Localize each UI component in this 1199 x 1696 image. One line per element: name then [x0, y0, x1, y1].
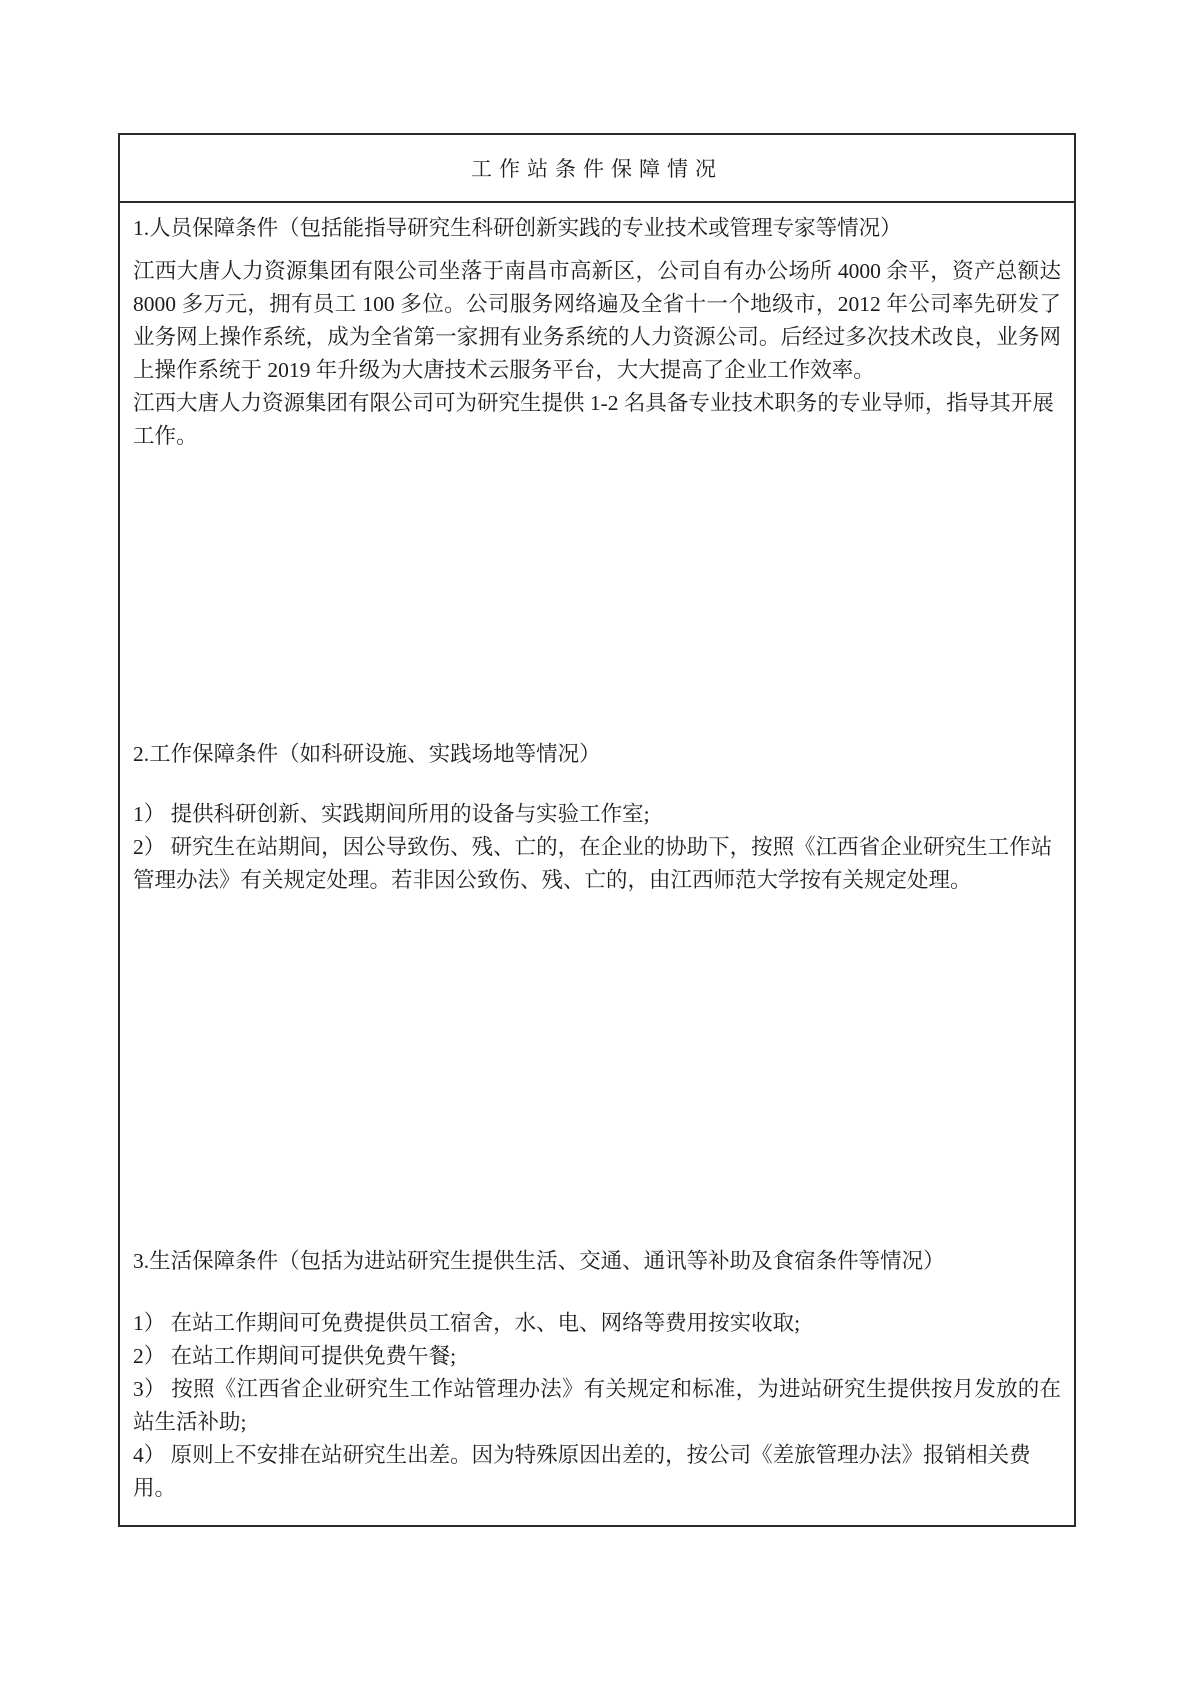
section-3-item: 4） 原则上不安排在站研究生出差。因为特殊原因出差的，按公司《差旅管理办法》报销相关费用。: [133, 1443, 1031, 1500]
section-1-paragraph: 江西大唐人力资源集团有限公司可为研究生提供 1-2 名具备专业技术职务的专业导师，指导其开展工作。: [133, 391, 1054, 448]
section-3-item: 3） 按照《江西省企业研究生工作站管理办法》有关规定和标准，为进站研究生提供按月发放的在站生活补助;: [133, 1377, 1061, 1434]
section-3-living-body: [133, 1307, 1061, 1505]
section-2-work-title: 2.工作保障条件（如科研设施、实践场地等情况）: [133, 742, 601, 766]
section-3-living-title: 3.生活保障条件（包括为进站研究生提供生活、交通、通讯等补助及食宿条件等情况）: [133, 1249, 945, 1273]
section-3-item: 1） 在站工作期间可免费提供员工宿舍，水、电、网络等费用按实收取;: [133, 1311, 801, 1335]
section-3-item: 2） 在站工作期间可提供免费午餐;: [133, 1344, 457, 1368]
section-1-personnel-body: [133, 255, 1061, 453]
section-2-work-body: [133, 798, 1061, 897]
conditions-table: [118, 133, 1076, 1527]
section-2-item: 2） 研究生在站期间，因公导致伤、残、亡的，在企业的协助下，按照《江西省企业研究生工作站管理办法》有关规定处理。若非因公致伤、残、亡的，由江西师范大学按有关规定处理。: [133, 835, 1053, 892]
table-body-cell: [120, 203, 1074, 1525]
table-header-title: 工作站条件保障情况: [120, 135, 1074, 203]
section-2-item: 1） 提供科研创新、实践期间所用的设备与实验工作室;: [133, 802, 650, 826]
section-1-personnel-title: 1.人员保障条件（包括能指导研究生科研创新实践的专业技术或管理专家等情况）: [133, 216, 902, 240]
section-1-paragraph: 江西大唐人力资源集团有限公司坐落于南昌市高新区，公司自有办公场所 4000 余平，资产总额达 8000 多万元，拥有员工 100 多位。公司服务网络遍及全省十一个地级市，2012 年公司率先研发了业务网上操作系统，成为全省第一家拥有业务系统的人力资源公司。后经过多次技术改良，业务网上操作系统于 2019 年升级为大唐技术云服务平台，大大提高了企业工作效率。: [133, 259, 1061, 382]
